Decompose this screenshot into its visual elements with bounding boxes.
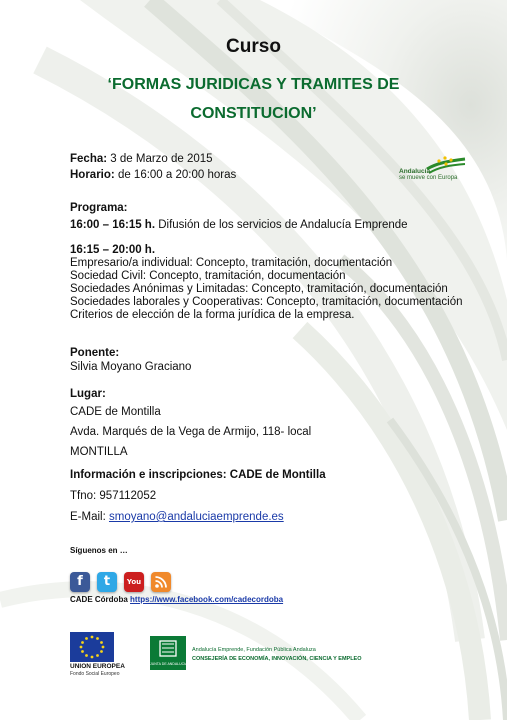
twitter-icon[interactable]: t [97,572,117,592]
lugar-address: Avda. Marqués de la Vega de Armijo, 118- local [70,426,312,438]
horario-row [70,168,236,182]
ponente-name: Silvia Moyano Graciano [70,361,192,373]
junta-label: JUNTA DE ANDALUCIA [150,662,188,666]
junta-emblem-icon [150,636,186,662]
andalucia-europa-logo [399,155,469,185]
course-title-line1: ‘FORMAS JURIDICAS Y TRAMITES DE [107,76,400,93]
facebook-icon[interactable]: f [70,572,90,592]
rss-glyph-icon [151,572,171,592]
eu-flag-icon [70,632,114,662]
slot2-time: 16:15 – 20:00 h. [70,244,156,256]
rss-icon[interactable] [151,572,171,592]
cade-label: CADE Córdoba [70,595,128,604]
slot1-description: Difusión de los servicios de Andalucía Emprende [158,219,408,231]
lugar-line1: CADE de Montilla [70,406,161,418]
fecha-label: Fecha: [70,153,108,165]
horario-value: de 16:00 a 20:00 horas [117,169,237,181]
andalucia-logo-line1: Andalucía [399,168,431,175]
programa-item: Sociedades laborales y Cooperativas: Concepto, tramitación, documentación [70,296,463,308]
info-email-row [70,510,284,524]
org-line1: Andalucía Emprende, Fundación Pública Andaluza [192,647,316,653]
slot1-time: 16:00 – 16:15 h. [70,219,156,231]
org-line2: CONSEJERÍA DE ECONOMÍA, INNOVACIÓN, CIENCIA Y EMPLEO [192,656,362,662]
junta-logo [150,636,186,670]
programa-item: Criterios de elección de la forma jurídica de la empresa. [70,309,355,321]
email-link[interactable]: smoyano@andaluciaemprende.es [108,511,284,523]
fecha-value: 3 de Marzo de 2015 [110,153,213,165]
email-label: E-Mail: [70,511,106,523]
youtube-icon[interactable]: You [124,572,144,592]
programa-slot1 [70,218,408,232]
course-title-line2: CONSTITUCION’ [190,105,317,122]
andalucia-logo-line2: se mueve con Europa [399,175,458,181]
lugar-city: MONTILLA [70,446,128,458]
programa-item: Empresario/a individual: Concepto, tramitación, documentación [70,257,393,269]
facebook-link[interactable]: https://www.facebook.com/cadecordoba [130,595,284,604]
eu-logo [70,632,130,678]
eu-sublabel: Fondo Social Europeo [70,671,120,677]
info-phone: Tfno: 957112052 [70,490,157,502]
programa-item: Sociedad Civil: Concepto, tramitación, documentación [70,270,346,282]
eu-label: UNION EUROPEA [70,663,125,670]
page-title: Curso [226,36,281,57]
ponente-label: Ponente: [70,347,120,359]
lugar-label: Lugar: [70,388,106,400]
cade-facebook-row [70,595,283,604]
fecha-row [70,152,213,166]
info-label: Información e inscripciones: CADE de Montilla [70,469,326,481]
horario-label: Horario: [70,169,115,181]
programa-label: Programa: [70,202,128,214]
social-heading: Síguenos en … [70,546,128,555]
programa-item: Sociedades Anónimas y Limitadas: Concepto, tramitación, documentación [70,283,448,295]
